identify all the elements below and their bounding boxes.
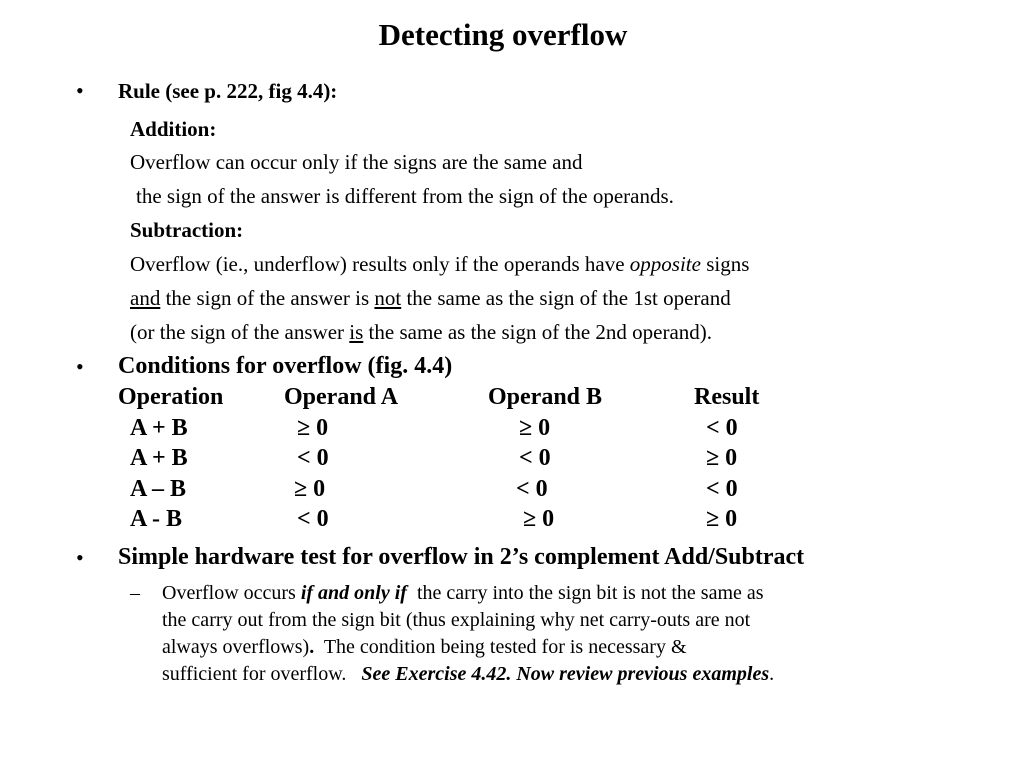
hardware-line-1 bbox=[162, 580, 764, 606]
hardware-line-4 bbox=[162, 661, 774, 687]
table-cell-operand-a: ≥ 0 bbox=[294, 476, 326, 502]
table-cell-operation: A + B bbox=[130, 445, 188, 471]
hardware-heading: Simple hardware test for overflow in 2’s complement Add/Subtract bbox=[118, 544, 805, 570]
emphasis-see-exercise: See Exercise 4.42. Now review previous examples bbox=[361, 663, 770, 685]
table-cell-operand-b: < 0 bbox=[516, 476, 548, 502]
text-segment: the sign of the answer is bbox=[160, 286, 375, 310]
table-cell-operation: A - B bbox=[130, 506, 183, 532]
text-segment: (or the sign of the answer bbox=[130, 320, 350, 344]
underline-not: not bbox=[374, 286, 402, 310]
text-segment: sufficient for overflow. bbox=[162, 663, 362, 685]
table-cell-operation: A + B bbox=[130, 415, 188, 441]
addition-line-1: Overflow can occur only if the signs are the same and bbox=[130, 150, 583, 174]
emphasis-if-and-only-if: if and only if bbox=[300, 582, 407, 604]
rule-heading: Rule (see p. 222, fig 4.4): bbox=[118, 79, 338, 103]
table-cell-result: ≥ 0 bbox=[706, 445, 738, 471]
table-cell-operand-b: ≥ 0 bbox=[523, 506, 555, 532]
table-cell-operand-a: < 0 bbox=[297, 445, 329, 471]
subtraction-line-2 bbox=[130, 284, 731, 312]
subtraction-label: Subtraction: bbox=[130, 218, 244, 242]
slide-title: Detecting overflow bbox=[378, 17, 628, 52]
table-header-operand-b: Operand B bbox=[488, 384, 603, 410]
text-segment: . bbox=[769, 663, 775, 685]
text-segment: the same as the sign of the 1st operand bbox=[401, 286, 731, 310]
text-segment: . bbox=[309, 636, 315, 658]
subtraction-line-1 bbox=[130, 250, 749, 278]
table-cell-result: ≥ 0 bbox=[706, 506, 738, 532]
underline-and: and bbox=[130, 286, 161, 310]
table-cell-operation: A – B bbox=[130, 476, 187, 502]
emphasis-opposite: opposite bbox=[629, 252, 701, 276]
text-segment: signs bbox=[700, 252, 750, 276]
text-segment: Overflow (ie., underflow) results only if the operands have bbox=[130, 252, 630, 276]
bullet-marker: • bbox=[76, 354, 84, 379]
underline-is: is bbox=[349, 320, 364, 344]
text-segment: the carry into the sign bit is not the same as bbox=[406, 582, 764, 604]
table-cell-operand-a: ≥ 0 bbox=[297, 415, 329, 441]
text-segment: always overflows) bbox=[162, 636, 310, 658]
hardware-line-2: the carry out from the sign bit (thus explaining why net carry-outs are not bbox=[162, 609, 751, 631]
addition-line-2: the sign of the answer is different from the sign of the operands. bbox=[136, 184, 674, 208]
sub-bullet-marker: – bbox=[130, 582, 140, 604]
table-header-result: Result bbox=[694, 384, 760, 410]
table-cell-result: < 0 bbox=[706, 476, 738, 502]
text-segment: The condition being tested for is necessary & bbox=[314, 636, 687, 658]
hardware-line-3 bbox=[162, 634, 687, 660]
text-segment: Overflow occurs bbox=[162, 582, 301, 604]
table-header-operation: Operation bbox=[118, 384, 224, 410]
table-cell-operand-b: ≥ 0 bbox=[519, 415, 551, 441]
table-header-operand-a: Operand A bbox=[284, 384, 399, 410]
addition-label: Addition: bbox=[130, 117, 217, 141]
table-cell-result: < 0 bbox=[706, 415, 738, 441]
subtraction-line-3 bbox=[130, 318, 712, 346]
bullet-marker: • bbox=[76, 545, 84, 570]
conditions-heading: Conditions for overflow (fig. 4.4) bbox=[118, 353, 453, 379]
table-cell-operand-a: < 0 bbox=[297, 506, 329, 532]
bullet-marker: • bbox=[76, 78, 84, 103]
table-cell-operand-b: < 0 bbox=[519, 445, 551, 471]
text-segment: the same as the sign of the 2nd operand). bbox=[363, 320, 713, 344]
